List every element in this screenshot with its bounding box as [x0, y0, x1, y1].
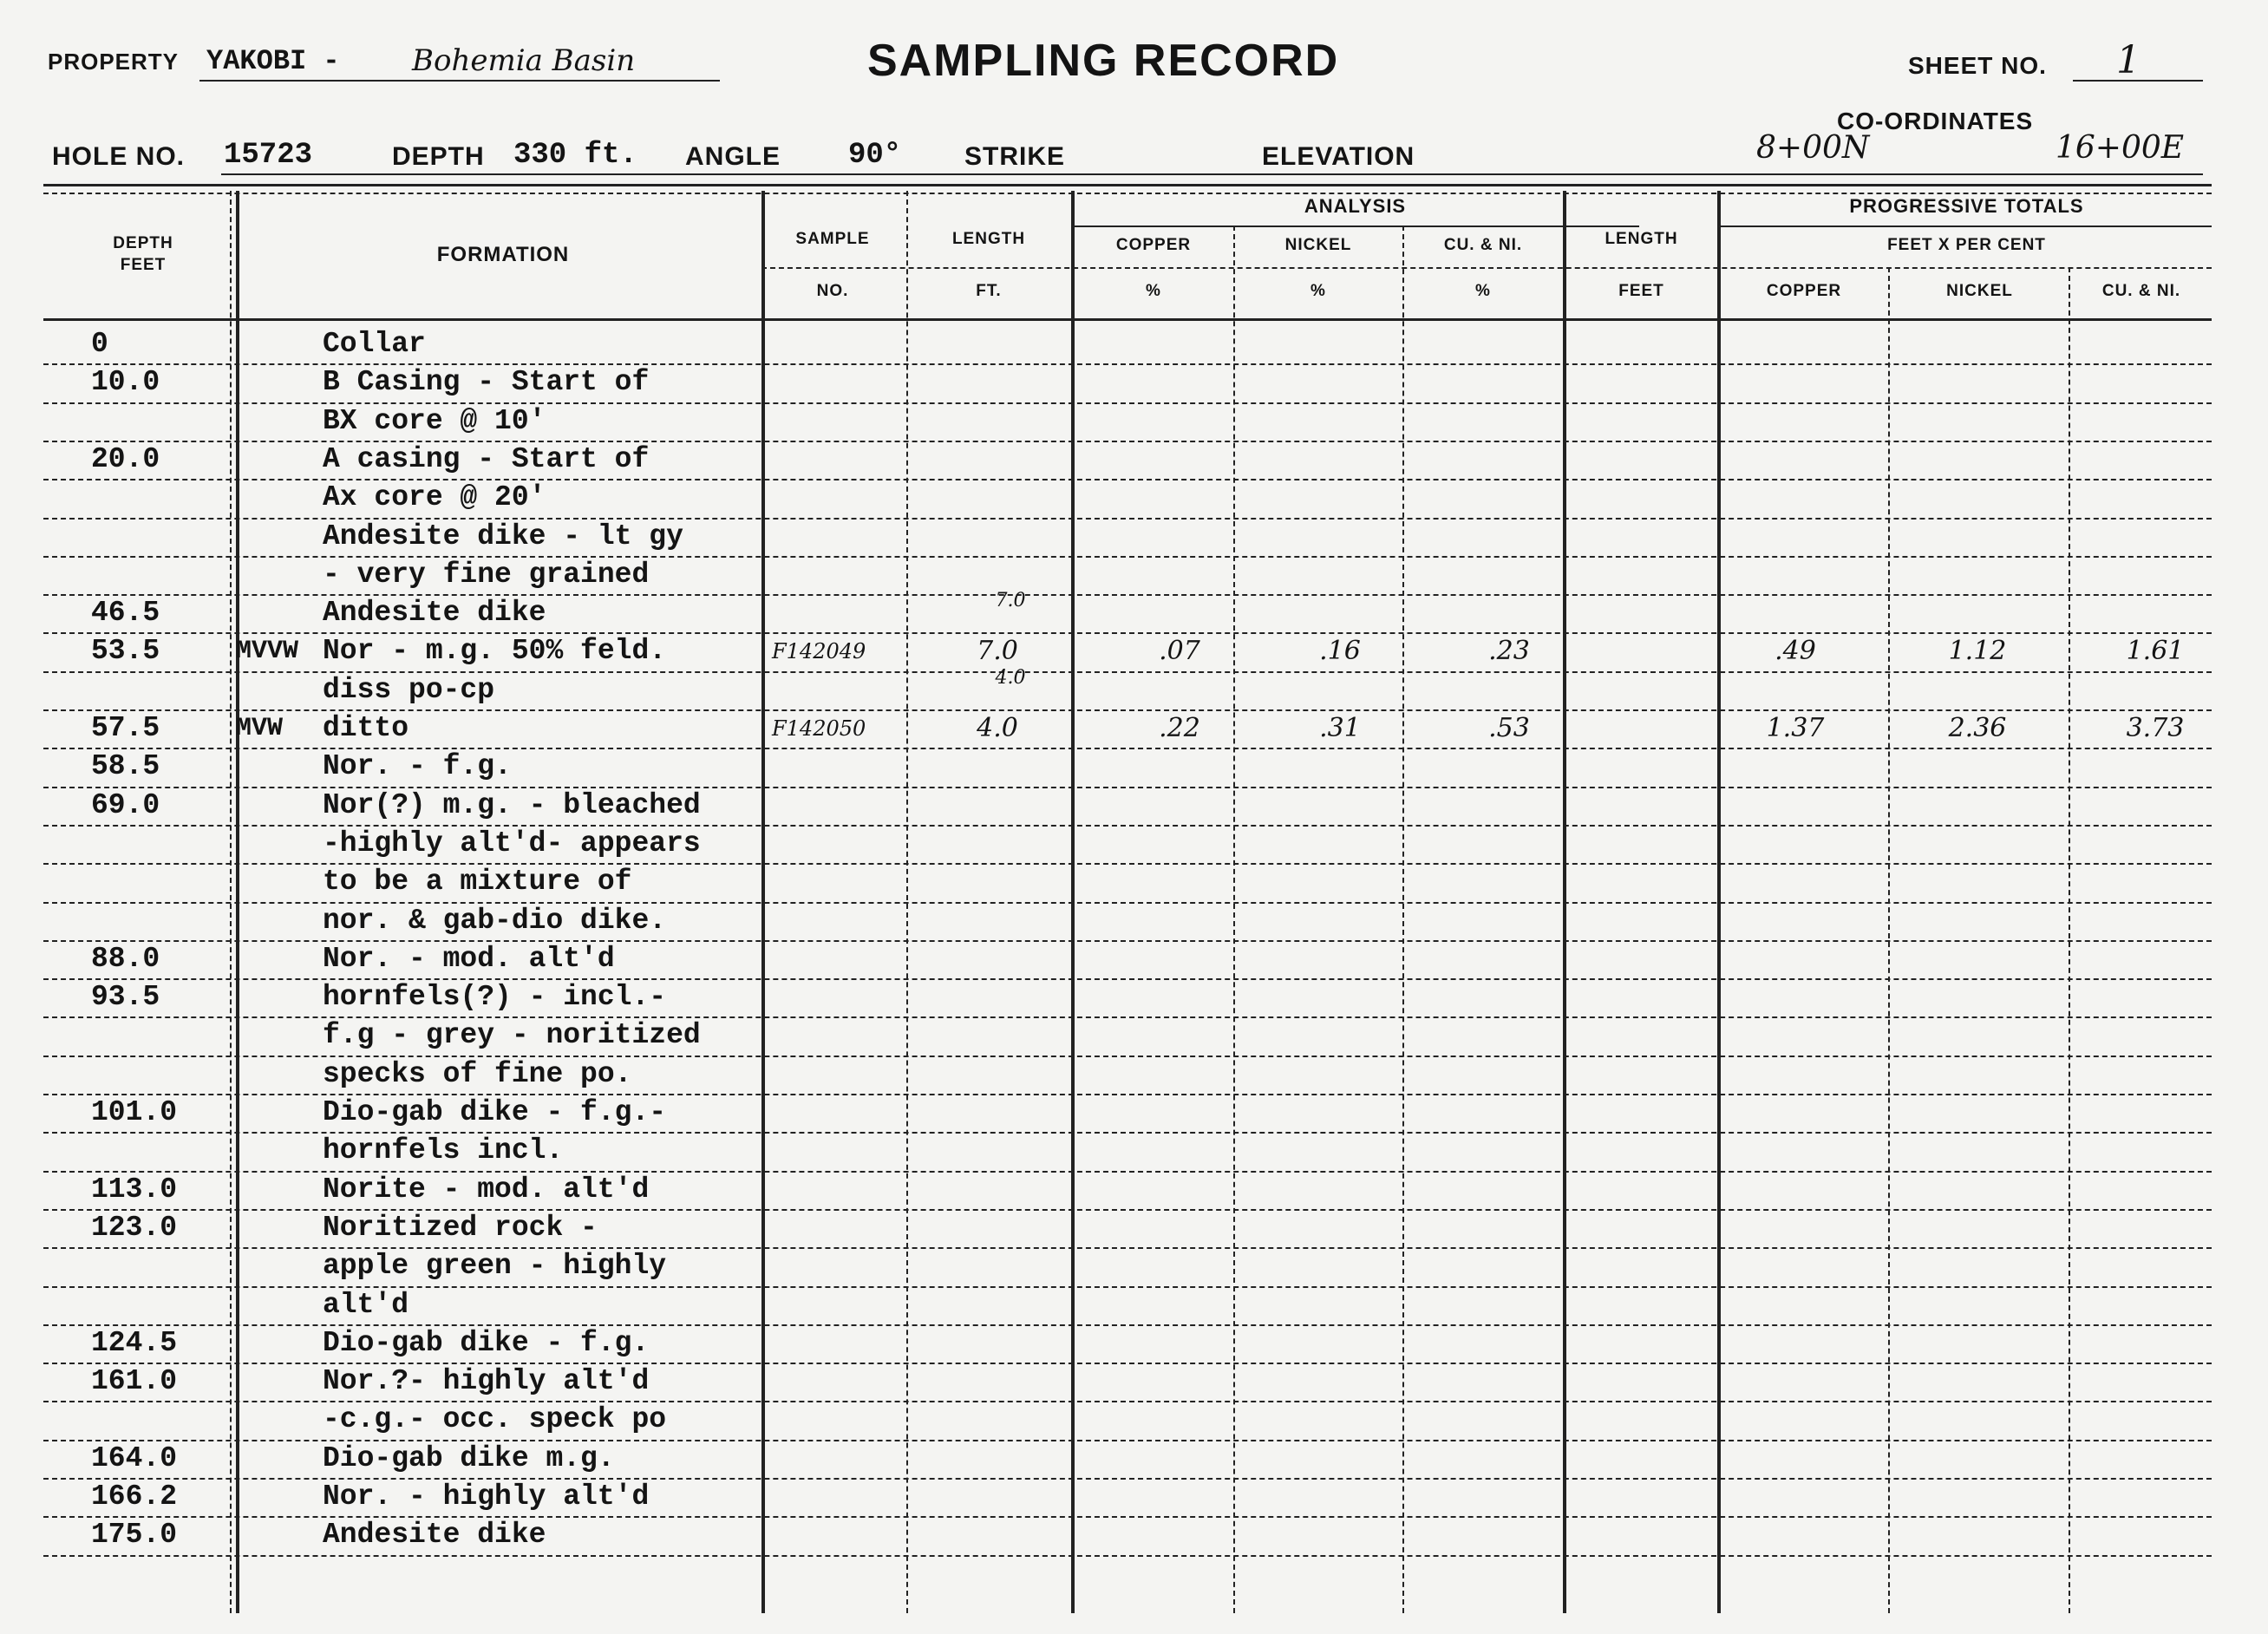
table-row [43, 590, 2212, 632]
table-row [43, 1516, 2212, 1554]
depth-value: 330 ft. [513, 139, 637, 172]
col-feet: FEET [120, 256, 167, 274]
table-row [43, 632, 2212, 670]
rule-top [43, 184, 2212, 186]
col-length: LENGTH [951, 230, 1026, 248]
cell-note: 7.0 [995, 590, 1026, 612]
col-length-ft: FT. [976, 282, 1002, 300]
property-handwritten: Bohemia Basin [412, 43, 636, 78]
table-row [43, 325, 2212, 363]
table-row [43, 1056, 2212, 1094]
cell-mark: MVVW [236, 637, 299, 667]
strike-label: STRIKE [964, 142, 1066, 171]
cell-formation: Nor.?- highly alt'd [323, 1365, 650, 1398]
table-row [43, 666, 2212, 709]
cell-formation: Ax core @ 20' [323, 481, 546, 514]
cell-formation: Nor. - mod. alt'd [323, 942, 615, 975]
cell-sample: F142050 [772, 716, 866, 741]
table-row [43, 1286, 2212, 1324]
table-row [43, 940, 2212, 978]
rule-progressive [1717, 225, 2212, 227]
cell-formation: Nor. - f.g. [323, 750, 512, 783]
cell-depth: 58.5 [91, 750, 160, 783]
table-row [43, 978, 2212, 1016]
cell-copper: .22 [1159, 713, 1200, 743]
col-analysis: ANALYSIS [1304, 195, 1407, 217]
cell-formation: Nor(?) m.g. - bleached [323, 788, 701, 821]
col-copper-pct: % [1146, 282, 1161, 300]
table-row [43, 518, 2212, 556]
table-row [43, 402, 2212, 441]
cell-formation: -highly alt'd- appears [323, 827, 701, 859]
row-rule [43, 1555, 2212, 1557]
cell-formation: Dio-gab dike - f.g.- [323, 1096, 667, 1128]
cell-formation: - very fine grained [323, 558, 650, 591]
col-p-cuni: CU. & NI. [2101, 282, 2181, 300]
cell-depth: 166.2 [91, 1480, 178, 1513]
sampling-table [43, 173, 2212, 1613]
cell-formation: Dio-gab dike - f.g. [323, 1326, 650, 1359]
cell-formation: B Casing - Start of [323, 366, 650, 399]
cell-depth: 93.5 [91, 981, 160, 1014]
cell-formation: apple green - highly [323, 1250, 667, 1283]
rule-subheader [761, 267, 2212, 269]
col-sample-no: NO. [816, 282, 849, 300]
hole-label: HOLE NO. [52, 142, 186, 171]
cell-p-nickel: 2.36 [1948, 713, 2007, 743]
cell-depth: 123.0 [91, 1211, 178, 1244]
cell-cuni: .23 [1488, 636, 1530, 667]
cell-cuni: .53 [1488, 713, 1530, 743]
col-sample: SAMPLE [795, 230, 870, 248]
cell-formation: Nor - m.g. 50% feld. [323, 635, 667, 668]
coordinates-label: CO-ORDINATES [1837, 108, 2034, 134]
sheet-number: 1 [2116, 38, 2141, 82]
hole-number: 15723 [224, 139, 313, 172]
coordinate-east: 16+00E [2056, 130, 2185, 166]
cell-p-copper: 1.37 [1766, 713, 1825, 743]
col-depth: DEPTH [113, 234, 173, 252]
page-title: SAMPLING RECORD [867, 36, 1340, 86]
cell-formation: A casing - Start of [323, 442, 650, 475]
cell-mark: MVW [236, 714, 284, 743]
cell-formation: Andesite dike [323, 1519, 546, 1552]
col-formation: FORMATION [436, 243, 570, 266]
table-row [43, 1209, 2212, 1247]
cell-depth: 88.0 [91, 942, 160, 975]
table-row [43, 1247, 2212, 1285]
cell-formation: Andesite dike - lt gy [323, 520, 683, 552]
cell-formation: BX core @ 10' [323, 404, 546, 437]
table-row [43, 1478, 2212, 1516]
angle-label: ANGLE [685, 142, 781, 171]
table-row [43, 748, 2212, 786]
table-row [43, 787, 2212, 825]
cell-nickel: .31 [1319, 713, 1361, 743]
depth-label: DEPTH [392, 142, 485, 171]
table-row [43, 556, 2212, 594]
table-row [43, 1016, 2212, 1055]
table-row [43, 1171, 2212, 1209]
table-row [43, 1401, 2212, 1439]
cell-depth: 101.0 [91, 1096, 178, 1128]
cell-depth: 161.0 [91, 1365, 178, 1398]
property-label: PROPERTY [48, 49, 180, 75]
table-row [43, 709, 2212, 748]
cell-formation: alt'd [323, 1288, 409, 1321]
table-row [43, 1094, 2212, 1132]
cell-depth: 0 [91, 328, 108, 360]
cell-length: 4.0 [977, 713, 1018, 743]
cell-depth: 175.0 [91, 1519, 178, 1552]
table-row [43, 902, 2212, 940]
col-nickel: NICKEL [1284, 236, 1352, 254]
property-underline [199, 80, 720, 82]
table-row [43, 479, 2212, 517]
cell-depth: 20.0 [91, 442, 160, 475]
cell-p-nickel: 1.12 [1948, 636, 2007, 667]
cell-depth: 113.0 [91, 1173, 178, 1206]
table-row [43, 1440, 2212, 1478]
cell-p-cuni: 3.73 [2126, 713, 2185, 743]
table-row [43, 1324, 2212, 1363]
cell-formation: hornfels(?) - incl.- [323, 981, 667, 1014]
table-row [43, 1363, 2212, 1401]
cell-formation: -c.g.- occ. speck po [323, 1403, 667, 1436]
col-copper: COPPER [1115, 236, 1192, 254]
rule-analysis [1071, 225, 1639, 227]
col-feet2: FEET [1618, 282, 1664, 300]
cell-note: 4.0 [995, 666, 1026, 689]
table-row [43, 1132, 2212, 1170]
cell-formation: diss po-cp [323, 673, 495, 706]
cell-formation: f.g - grey - noritized [323, 1019, 701, 1052]
cell-formation: Dio-gab dike m.g. [323, 1441, 615, 1474]
cell-nickel: .16 [1319, 636, 1361, 667]
cell-formation: hornfels incl. [323, 1134, 564, 1167]
cell-length: 7.0 [977, 636, 1018, 667]
table-row [43, 441, 2212, 479]
angle-value: 90° [848, 139, 902, 172]
cell-formation: Nor. - highly alt'd [323, 1480, 650, 1513]
col-p-nickel: NICKEL [1946, 282, 2013, 300]
rule-top-2 [43, 193, 2212, 194]
cell-formation: Norite - mod. alt'd [323, 1173, 650, 1206]
col-nickel-pct: % [1310, 282, 1326, 300]
col-feet-x-percent: FEET X PER CENT [1887, 236, 2046, 254]
cell-depth: 124.5 [91, 1326, 178, 1359]
col-cuni-pct: % [1475, 282, 1491, 300]
col-cuni: CU. & NI. [1443, 236, 1523, 254]
cell-formation: to be a mixture of [323, 866, 632, 899]
cell-formation: Collar [323, 328, 426, 360]
table-row [43, 863, 2212, 901]
elevation-label: ELEVATION [1262, 142, 1415, 171]
cell-formation: nor. & gab-dio dike. [323, 904, 667, 937]
cell-p-cuni: 1.61 [2126, 636, 2185, 667]
coordinate-north: 8+00N [1756, 130, 1870, 166]
cell-p-copper: .49 [1775, 636, 1816, 667]
cell-copper: .07 [1159, 636, 1200, 667]
cell-formation: specks of fine po. [323, 1057, 632, 1090]
cell-depth: 164.0 [91, 1441, 178, 1474]
table-row [43, 363, 2212, 402]
cell-depth: 46.5 [91, 597, 160, 630]
cell-formation: ditto [323, 712, 409, 744]
cell-formation: Noritized rock - [323, 1211, 598, 1244]
col-p-copper: COPPER [1766, 282, 1842, 300]
cell-depth: 53.5 [91, 635, 160, 668]
table-row [43, 825, 2212, 863]
col-progressive-totals: PROGRESSIVE TOTALS [1849, 195, 2084, 217]
cell-sample: F142049 [772, 639, 866, 664]
cell-depth: 10.0 [91, 366, 160, 399]
property-typed: YAKOBI - [206, 45, 340, 77]
cell-depth: 69.0 [91, 788, 160, 821]
sheet-underline [2073, 80, 2203, 82]
rule-header-bottom [43, 318, 2212, 321]
col-length2: LENGTH [1605, 230, 1678, 248]
cell-formation: Andesite dike [323, 597, 546, 630]
cell-depth: 57.5 [91, 712, 160, 744]
sheet-label: SHEET NO. [1908, 52, 2047, 79]
